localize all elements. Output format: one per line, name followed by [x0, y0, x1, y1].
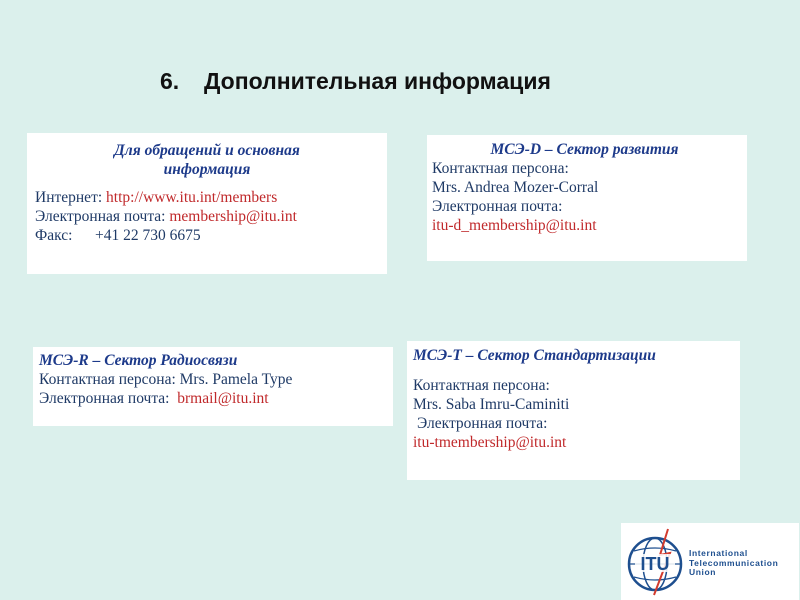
general-email-label: Электронная почта:: [35, 208, 170, 225]
general-info-card: [27, 133, 387, 274]
itu-t-email-link[interactable]: itu-tmembership@itu.int: [413, 434, 567, 451]
itu-abbr: ITU: [640, 554, 670, 574]
internet-link[interactable]: http://www.itu.int/members: [106, 189, 278, 206]
internet-line: [35, 188, 387, 207]
slide-title-text: Дополнительная информация: [204, 68, 551, 94]
itu-logo-text: [689, 549, 778, 578]
itu-t-heading: МСЭ-Т – Сектор Стандартизации: [413, 347, 656, 364]
itu-t-card: [407, 341, 740, 480]
itu-d-card: [427, 135, 747, 261]
itu-r-email-line: [39, 389, 393, 408]
fax-value: +41 22 730 6675: [95, 227, 201, 244]
fax-line: [35, 226, 387, 245]
itu-r-card: [33, 347, 393, 426]
itu-d-email-link[interactable]: itu-d_membership@itu.int: [432, 217, 597, 234]
itu-t-email-label: Электронная почта:: [417, 415, 548, 432]
itu-logo-line3: Union: [689, 567, 717, 577]
itu-r-email-label: Электронная почта:: [39, 390, 178, 407]
slide-title-number: 6.: [160, 68, 180, 94]
itu-d-contact-name: Mrs. Andrea Mozer-Corral: [432, 179, 599, 196]
internet-label: Интернет:: [35, 189, 107, 206]
slide-title: [160, 68, 660, 95]
general-heading-line2: информация: [163, 161, 251, 178]
itu-t-contact-name: Mrs. Saba Imru-Caminiti: [413, 396, 570, 413]
itu-logo-line1: International: [689, 548, 748, 558]
itu-d-heading: МСЭ-D – Сектор развития: [490, 141, 679, 158]
itu-r-contact-line: Контактная персона: Mrs. Pamela Type: [39, 371, 293, 388]
fax-label: Факс:: [35, 227, 73, 244]
itu-t-contact-label: Контактная персона:: [413, 377, 550, 394]
itu-globe-icon: [624, 525, 690, 599]
itu-d-contact-label: Контактная персона:: [432, 160, 569, 177]
itu-r-heading: МСЭ-R – Сектор Радиосвязи: [39, 352, 238, 369]
general-heading-line1: Для обращений и основная: [114, 142, 300, 159]
general-info-heading: [35, 141, 387, 179]
itu-logo: [621, 523, 799, 600]
itu-logo-line2: Telecommunication: [689, 557, 779, 568]
general-email-line: [35, 207, 387, 226]
itu-d-email-label: Электронная почта:: [432, 198, 563, 215]
general-email-link[interactable]: membership@itu.int: [169, 208, 297, 225]
itu-r-email-link[interactable]: brmail@itu.int: [177, 390, 269, 407]
